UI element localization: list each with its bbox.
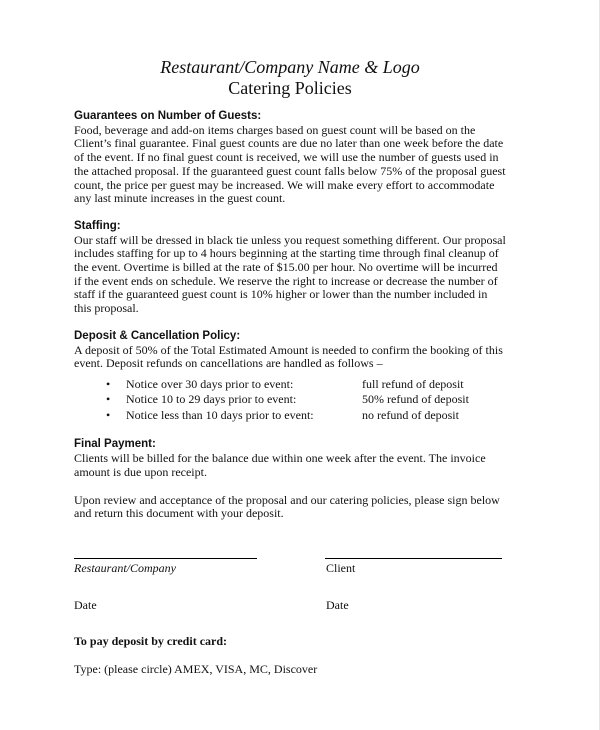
list-item bbox=[74, 378, 514, 394]
restaurant-date-label: Date bbox=[74, 598, 97, 612]
guarantees-line: of the event. If no final guest count is received, we will use the number of guests used in bbox=[74, 150, 499, 165]
refund-condition: Notice over 30 days prior to event: bbox=[126, 376, 294, 391]
deposit-line: event. Deposit refunds on cancellations are handled as follows – bbox=[74, 356, 383, 371]
final-payment-heading: Final Payment: bbox=[74, 438, 156, 451]
refund-result: 50% refund of deposit bbox=[362, 392, 469, 407]
client-signature-line[interactable] bbox=[325, 558, 502, 559]
refund-result: full refund of deposit bbox=[362, 376, 464, 391]
list-item bbox=[74, 393, 514, 409]
acceptance-section bbox=[74, 494, 514, 521]
guarantees-line: count, the price per guest may be increased. We will make every effort to accommodate bbox=[74, 177, 495, 192]
staffing-line: if the event ends on schedule. We reserve the right to increase or decrease the number of bbox=[74, 273, 498, 288]
guarantees-section bbox=[74, 110, 514, 206]
refund-condition: Notice 10 to 29 days prior to event: bbox=[126, 392, 297, 407]
final-payment-line: amount is due upon receipt. bbox=[74, 464, 207, 479]
signature-block bbox=[74, 558, 514, 618]
client-date-label: Date bbox=[326, 598, 349, 612]
staffing-line: this proposal. bbox=[74, 301, 139, 316]
staffing-line: Our staff will be dressed in black tie unless you request something different. Our proposal bbox=[74, 232, 506, 247]
policy-content bbox=[74, 110, 514, 521]
restaurant-signature-label: Restaurant/Company bbox=[74, 561, 176, 575]
staffing-heading: Staffing: bbox=[74, 219, 121, 232]
list-item bbox=[74, 409, 514, 425]
deposit-line: A deposit of 50% of the Total Estimated Amount is needed to confirm the booking of this bbox=[74, 342, 503, 357]
final-payment-section bbox=[74, 438, 514, 479]
refund-condition: Notice less than 10 days prior to event: bbox=[126, 407, 314, 422]
staffing-line: the event. Overtime is billed at the rate of $15.00 per hour. No overtime will be incurred bbox=[74, 260, 498, 275]
guarantees-line: Client’s final guarantee. Final guest counts are due no later than one week before the date bbox=[74, 136, 504, 151]
deposit-heading: Deposit & Cancellation Policy: bbox=[74, 329, 241, 342]
acceptance-line: Upon review and acceptance of the proposal and our catering policies, please sign below bbox=[74, 492, 500, 507]
staffing-line: includes staffing for up to 4 hours beginning at the starting time through final cleanup of bbox=[74, 246, 499, 261]
card-type-line: Type: (please circle) AMEX, VISA, MC, Discover bbox=[74, 662, 318, 676]
company-name: Restaurant/Company Name & Logo bbox=[160, 57, 420, 77]
guarantees-line: Food, beverage and add-on items charges based on guest count will be based on the bbox=[74, 122, 476, 137]
guarantees-heading: Guarantees on Number of Guests: bbox=[74, 110, 262, 122]
acceptance-line: and return this document with your deposit. bbox=[74, 506, 284, 521]
document-title: Catering Policies bbox=[228, 78, 352, 98]
refund-result: no refund of deposit bbox=[362, 407, 459, 422]
guarantees-line: any last minute increases in the guest count. bbox=[74, 191, 286, 206]
guarantees-line: the attached proposal. If the guaranteed guest count falls below 75% of the proposal guest bbox=[74, 163, 506, 178]
refund-list bbox=[74, 378, 514, 425]
staffing-line: staff if the guaranteed guest count is 10% higher or lower than the number included in bbox=[74, 287, 488, 302]
staffing-section bbox=[74, 220, 514, 316]
client-signature-label: Client bbox=[326, 561, 356, 575]
restaurant-signature-line[interactable] bbox=[74, 558, 257, 559]
deposit-section bbox=[74, 330, 514, 425]
credit-card-heading: To pay deposit by credit card: bbox=[74, 634, 228, 648]
final-payment-line: Clients will be billed for the balance due within one week after the event. The invoice bbox=[74, 451, 486, 466]
